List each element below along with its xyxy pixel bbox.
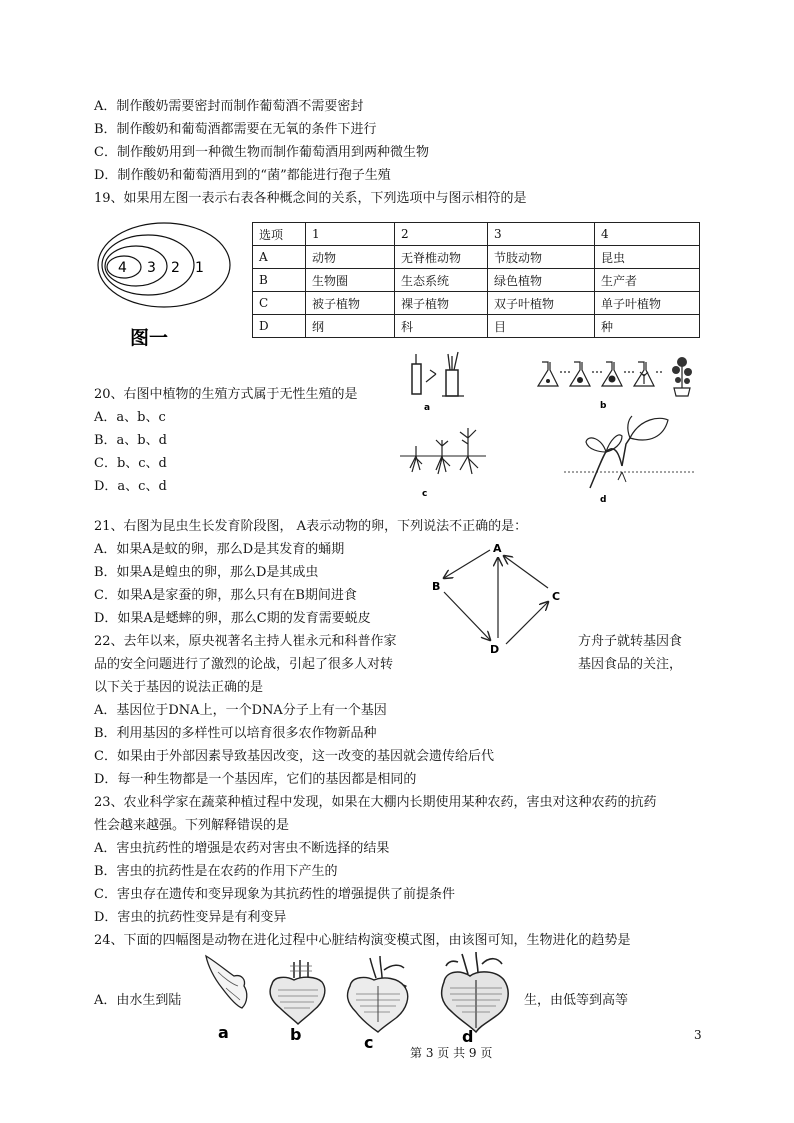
figure-label-c: c (422, 489, 428, 499)
q20-option-a: A．a、b、c (94, 410, 166, 425)
circle-label-1: 1 (195, 260, 204, 276)
circle-label-4: 4 (118, 260, 127, 276)
heart-label-a: a (218, 1023, 229, 1042)
table-cell: 昆虫 (595, 246, 700, 269)
figure-label-b: b (600, 401, 607, 411)
table-header-row (253, 223, 700, 246)
circle-label-3: 3 (147, 260, 156, 276)
table-cell: 纲 (306, 315, 395, 338)
q18-option-c: C．制作酸奶用到一种微生物而制作葡萄酒用到两种微生物 (94, 145, 429, 160)
table-row (253, 292, 700, 315)
q20-option-d: D．a、c、d (94, 479, 167, 494)
table-cell: 种 (595, 315, 700, 338)
table-cell: 绿色植物 (488, 269, 595, 292)
q18-option-b: B．制作酸奶和葡萄酒都需要在无氧的条件下进行 (94, 122, 377, 137)
q23-option-a: A．害虫抗药性的增强是农药对害虫不断选择的结果 (94, 841, 390, 856)
table-cell: 生产者 (595, 269, 700, 292)
q19-concept-circles-figure (96, 220, 246, 350)
figure-label-a: a (424, 403, 431, 413)
node-c: C (552, 590, 561, 603)
q24-stem: 24、下面的四幅图是动物在进化过程中心脏结构演变模式图，由该图可知，生物进化的趋势是 (94, 933, 631, 948)
q22-stem-line1-right: 方舟子就转基因食 (578, 634, 683, 649)
q20-grafting-figure-a (402, 352, 472, 412)
table-cell: A (253, 246, 306, 269)
q20-option-b: B．a、b、d (94, 433, 167, 448)
q22-option-d: D．每一种生物都是一个基因库，它们的基因都是相同的 (94, 772, 417, 787)
q20-cuttings-figure-c (398, 424, 488, 500)
q22-stem-line1-left: 22、去年以来，原央视著名主持人崔永元和科普作家 (94, 634, 397, 649)
table-cell: 动物 (306, 246, 395, 269)
table-row (253, 246, 700, 269)
q22-stem-line2-right: 基因食品的关注， (578, 657, 683, 672)
q23-option-b: B．害虫的抗药性是在农药的作用下产生的 (94, 864, 338, 879)
q22-option-b: B．利用基因的多样性可以培育很多农作物新品种 (94, 726, 377, 741)
figure-label-d: d (600, 495, 607, 505)
table-cell: 节肢动物 (488, 246, 595, 269)
q24-option-a-left: A．由水生到陆 (94, 993, 182, 1008)
table-cell: 目 (488, 315, 595, 338)
heart-label-c: c (364, 1033, 374, 1052)
q20-option-c: C．b、c、d (94, 456, 167, 471)
table-cell: D (253, 315, 306, 338)
q18-option-a: A．制作酸奶需要密封而制作葡萄酒不需要密封 (94, 99, 364, 114)
node-a: A (493, 542, 502, 555)
heart-label-d: d (462, 1027, 474, 1046)
q19-stem: 19、如果用左图一表示右表各种概念间的关系，下列选项中与图示相符的是 (94, 191, 527, 206)
q21-option-d: D．如果A是蟋蟀的卵，那么C期的发育需要蜕皮 (94, 611, 371, 626)
table-cell: 被子植物 (306, 292, 395, 315)
q21-option-a: A．如果A是蚊的卵，那么D是其发育的蛹期 (94, 542, 345, 557)
table-row (253, 315, 700, 338)
table-cell: 裸子植物 (395, 292, 488, 315)
q24-heart-figure-b (264, 958, 338, 1044)
q22-option-a: A．基因位于DNA上，一个DNA分子上有一个基因 (94, 703, 387, 718)
q24-heart-figure-c (342, 956, 422, 1052)
page-footer: 第 3 页 共 9 页 (410, 1046, 493, 1060)
table-header-cell: 2 (395, 223, 488, 246)
table-header-cell: 1 (306, 223, 395, 246)
q24-heart-figure-d (436, 952, 520, 1044)
q22-stem-line3: 以下关于基因的说法正确的是 (94, 680, 264, 695)
table-cell: 单子叶植物 (595, 292, 700, 315)
node-b: B (432, 580, 441, 593)
table-cell: 无脊椎动物 (395, 246, 488, 269)
q23-option-c: C．害虫存在遗传和变异现象为其抗药性的增强提供了前提条件 (94, 887, 455, 902)
table-cell: 生态系统 (395, 269, 488, 292)
q23-option-d: D．害虫的抗药性变异是有利变异 (94, 910, 287, 925)
q19-options-table (252, 222, 700, 338)
table-cell: 生物圈 (306, 269, 395, 292)
q24-heart-figure-a (198, 952, 258, 1042)
q22-stem-line2-left: 品的安全问题进行了激烈的论战，引起了很多人对转 (94, 657, 394, 672)
page-number: 3 (694, 1028, 702, 1042)
node-d: D (490, 643, 500, 656)
q23-stem-line2: 性会越来越强。下列解释错误的是 (94, 818, 290, 833)
table-header-cell: 选项 (253, 223, 306, 246)
circle-label-2: 2 (171, 260, 180, 276)
q18-option-d: D．制作酸奶和葡萄酒用到的“菌”都能进行孢子生殖 (94, 168, 391, 183)
table-cell: C (253, 292, 306, 315)
table-header-cell: 4 (595, 223, 700, 246)
table-cell: 科 (395, 315, 488, 338)
q20-tissue-culture-figure-b (534, 350, 694, 412)
table-cell: B (253, 269, 306, 292)
heart-label-b: b (290, 1025, 302, 1044)
q22-option-c: C．如果由于外部因素导致基因改变，这一改变的基因就会遗传给后代 (94, 749, 494, 764)
figure-one-label: 图一 (130, 327, 169, 349)
q20-layering-figure-d (560, 414, 700, 504)
q21-insect-lifecycle-diagram (428, 540, 568, 658)
table-row (253, 269, 700, 292)
q21-option-c: C．如果A是家蚕的卵，那么只有在B期间进食 (94, 588, 357, 603)
q21-option-b: B．如果A是蝗虫的卵，那么D是其成虫 (94, 565, 319, 580)
q20-stem: 20、右图中植物的生殖方式属于无性生殖的是 (94, 387, 358, 402)
q23-stem-line1: 23、农业科学家在蔬菜种植过程中发现，如果在大棚内长期使用某种农药，害虫对这种农药的抗药 (94, 795, 657, 810)
table-header-cell: 3 (488, 223, 595, 246)
q24-option-a-right: 生，由低等到高等 (524, 993, 629, 1008)
q21-stem: 21、右图为昆虫生长发育阶段图， A表示动物的卵，下列说法不正确的是： (94, 519, 528, 534)
table-cell: 双子叶植物 (488, 292, 595, 315)
